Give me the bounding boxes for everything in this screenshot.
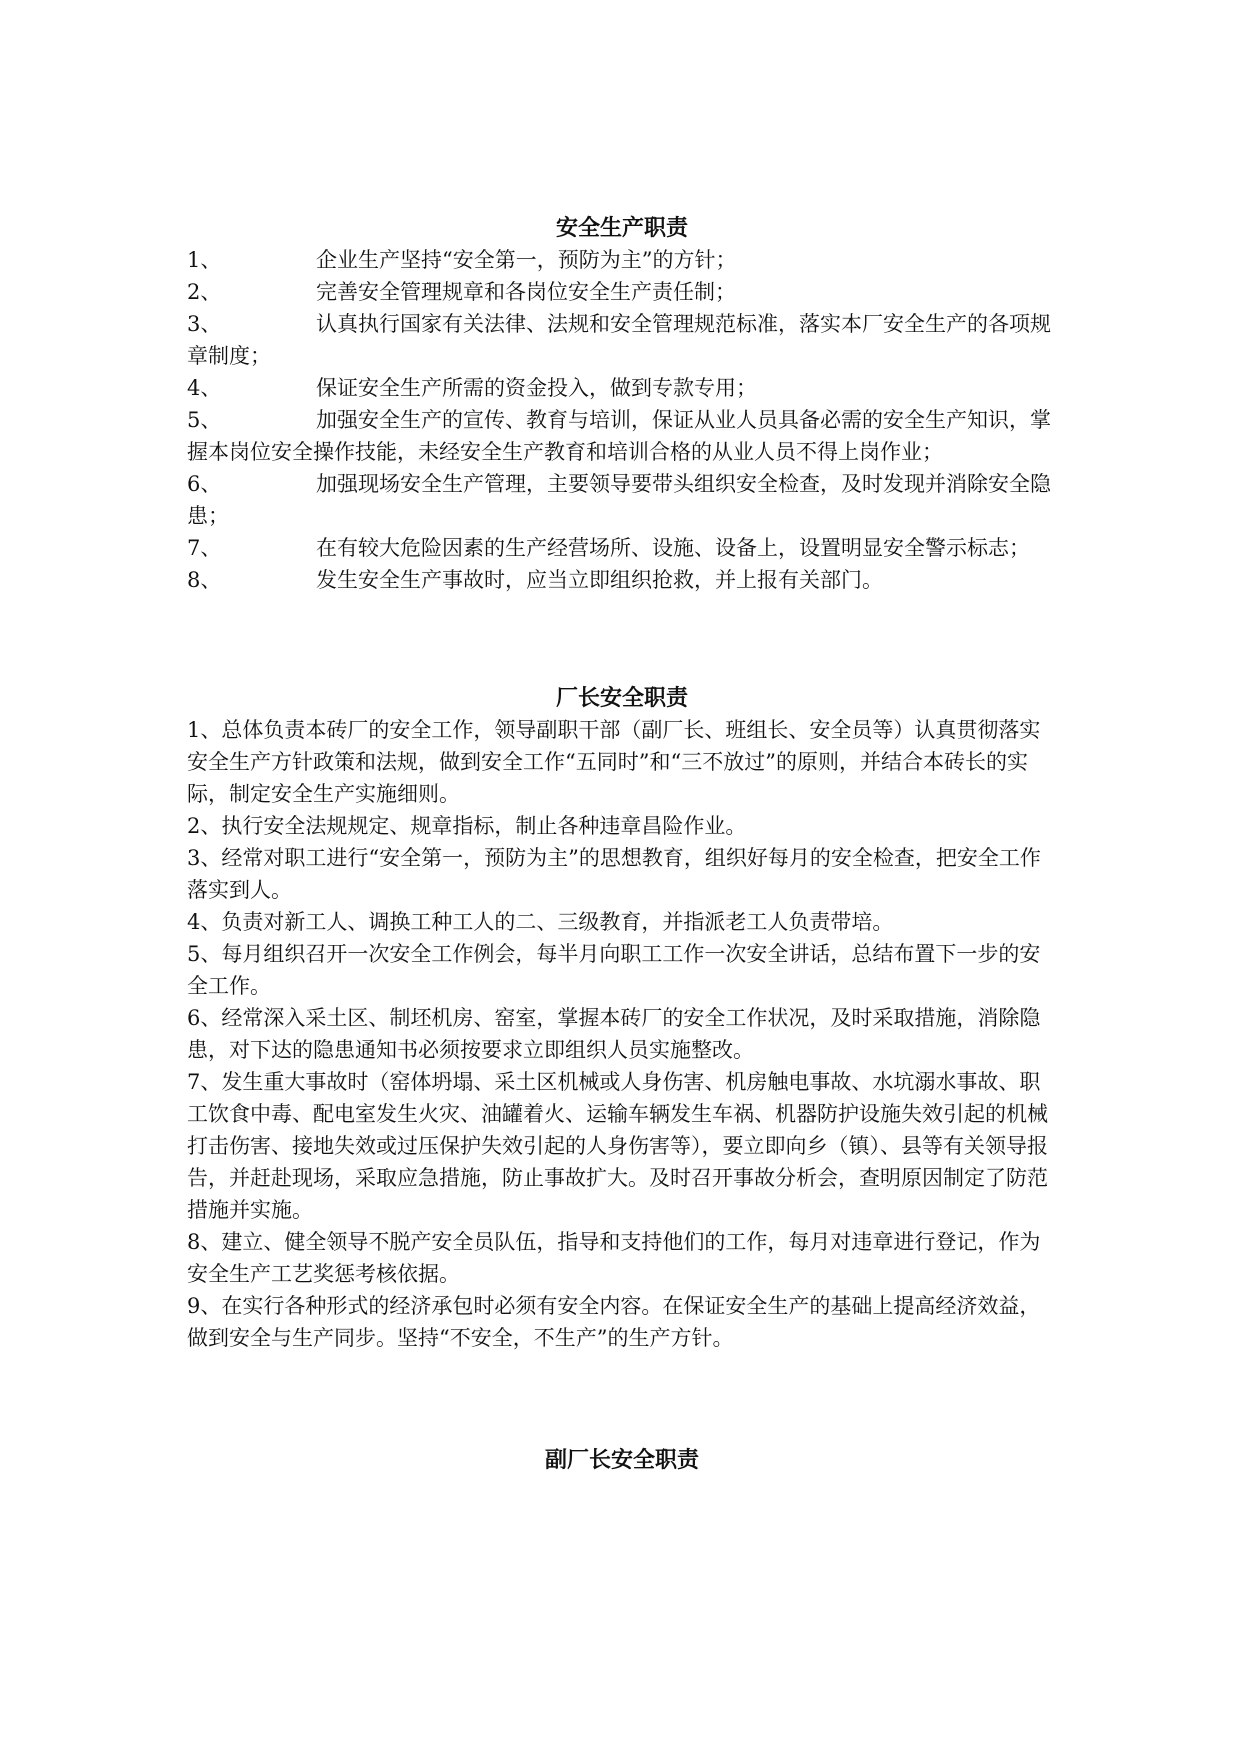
list-item: 4、 保证安全生产所需的资金投入，做到专款专用； xyxy=(187,376,757,400)
list-item: 1、总体负责本砖厂的安全工作，领导副职干部（副厂长、班组长、安全员等）认真贯彻落实安全生产方针政策和法规，做到安全工作“五同时”和“三不放过”的原则，并结合本砖长的实际，制定安全生产实施细则。 xyxy=(187,718,1041,806)
list-item: 8、 发生安全生产事故时，应当立即组织抢救，并上报有关部门。 xyxy=(187,568,883,592)
safety-production-list xyxy=(187,244,1057,596)
section-title-deputy-director-safety: 副厂长安全职责 xyxy=(544,1447,699,1473)
list-item: 6、 加强现场安全生产管理，主要领导要带头组织安全检查，及时发现并消除安全隐患； xyxy=(187,472,1051,528)
list-item: 7、发生重大事故时（窑体坍塌、采土区机械或人身伤害、机房触电事故、水坑溺水事故、职工饮食中毒、配电室发生火灾、油罐着火、运输车辆发生车祸、机器防护设施失效引起的机械打击伤害、接地失效或过压保护失效引起的人身伤害等），要立即向乡（镇）、县等有关领导报告，并赶赴现场，采取应急措施，防止事故扩大。及时召开事故分析会，查明原因制定了防范措施并实施。 xyxy=(187,1070,1048,1222)
list-item: 9、在实行各种形式的经济承包时必须有安全内容。在保证安全生产的基础上提高经济效益，做到安全与生产同步。坚持“不安全，不生产”的生产方针。 xyxy=(187,1294,1041,1350)
list-item: 6、经常深入采土区、制坯机房、窑室，掌握本砖厂的安全工作状况，及时采取措施，消除隐患，对下达的隐患通知书必须按要求立即组织人员实施整改。 xyxy=(187,1006,1041,1062)
list-item: 7、 在有较大危险因素的生产经营场所、设施、设备上，设置明显安全警示标志； xyxy=(187,536,1030,560)
list-item: 4、负责对新工人、调换工种工人的二、三级教育，并指派老工人负责带培。 xyxy=(187,910,894,934)
section-title-safety-production: 安全生产职责 xyxy=(555,215,688,241)
list-item: 3、经常对职工进行“安全第一，预防为主”的思想教育，组织好每月的安全检查，把安全工作落实到人。 xyxy=(187,846,1041,902)
document-content xyxy=(187,212,1057,1476)
list-item: 2、执行安全法规规定、规章指标，制止各种违章昌险作业。 xyxy=(187,814,747,838)
list-item: 8、建立、健全领导不脱产安全员队伍，指导和支持他们的工作，每月对违章进行登记，作为安全生产工艺奖惩考核依据。 xyxy=(187,1230,1041,1286)
list-item: 5、每月组织召开一次安全工作例会，每半月向职工工作一次安全讲话，总结布置下一步的安全工作。 xyxy=(187,942,1041,998)
section-title-director-safety: 厂长安全职责 xyxy=(555,685,688,711)
list-item: 5、 加强安全生产的宣传、教育与培训，保证从业人员具备必需的安全生产知识，掌握本岗位安全操作技能，未经安全生产教育和培训合格的从业人员不得上岗作业； xyxy=(187,408,1051,464)
list-item: 2、 完善安全管理规章和各岗位安全生产责任制； xyxy=(187,280,736,304)
director-safety-list xyxy=(187,714,1057,1354)
list-item: 3、 认真执行国家有关法律、法规和安全管理规范标准，落实本厂安全生产的各项规章制度； xyxy=(187,312,1051,368)
list-item: 1、 企业生产坚持“安全第一，预防为主”的方针； xyxy=(187,248,737,272)
